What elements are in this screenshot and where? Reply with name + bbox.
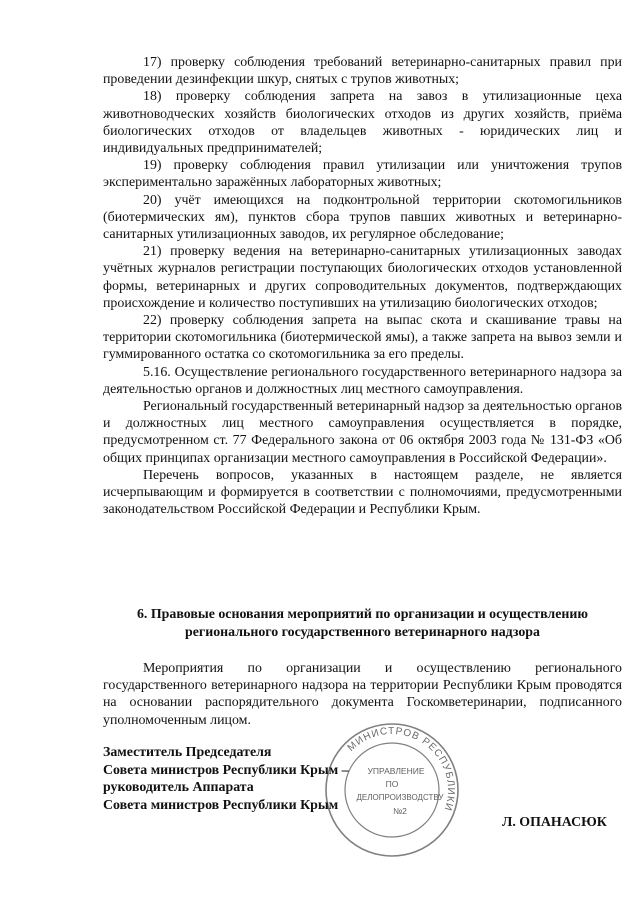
signature-line-1: Заместитель Председателя — [103, 745, 272, 760]
stamp-line1: УПРАВЛЕНИЕ — [367, 766, 425, 776]
signer-name: Л. ОПАНАСЮК — [502, 815, 607, 830]
body-text — [103, 54, 622, 518]
section-body — [103, 660, 622, 729]
stamp-line2: ПО — [385, 779, 399, 789]
signature-block — [103, 744, 403, 814]
stamp-line3: ДЕЛОПРОИЗВОДСТВУ — [356, 793, 444, 802]
paragraph-item-19: 19) проверку соблюдения правил утилизации или уничтожения трупов экспериментально заражённых лабораторных животных; — [103, 158, 622, 191]
paragraph-item-21: 21) проверку ведения на ветеринарно-санитарных утилизационных заводах учётных журналов регистрации поступающих биологических отходов установленной формы, ветеринарных и других сопроводительных документов, подтверждающих происхождение и количество поступивших на утилизацию биологических отходов; — [103, 244, 622, 311]
paragraph-list-note: Перечень вопросов, указанных в настоящем разделе, не является исчерпывающим и формируется в соответствии с полномочиями, предусмотренными законодательством Российской Федерации и Республики Крым. — [103, 467, 622, 518]
signature-line-2: Совета министров Республики Крым – — [103, 762, 349, 778]
signature-line-3: руководитель Аппарата — [103, 780, 254, 796]
section-paragraph: Мероприятия по организации и осуществлению регионального государственного ветеринарного надзора на территории Республики Крым проводятся на основании распорядительного документа Госкомветеринарии, подписанного уполномоченным лицом. — [103, 661, 622, 728]
paragraph-item-20: 20) учёт имеющихся на подконтрольной территории скотомогильников (биотермических ям), пунктов сбора трупов павших животных и ветеринарно-санитарных утилизационных заводов, их регулярное обследование; — [103, 192, 622, 243]
signature-line-4: Совета министров Республики Крым — [103, 797, 339, 813]
paragraph-5-16: 5.16. Осуществление регионального государственного ветеринарного надзора за деятельностью органов и должностных лиц местного самоуправления. — [103, 364, 622, 397]
section-heading-line2: регионального государственного ветеринарного надзора — [185, 624, 540, 640]
stamp-ring-text: МИНИСТРОВ РЕСПУБЛИКИ — [345, 725, 457, 813]
section-heading-line1: 6. Правовые основания мероприятий по организации и осуществлению — [136, 607, 589, 622]
paragraph-item-17: 17) проверку соблюдения требований ветеринарно-санитарных правил при проведении дезинфекции шкур, снятых с трупов животных; — [103, 55, 622, 88]
stamp-line4: №2 — [393, 806, 407, 816]
paragraph-item-18: 18) проверку соблюдения запрета на завоз в утилизационные цеха животноводческих хозяйств биологических отходов из других хозяйств, приёма биологических отходов от владельцев животных - юридических лиц и индивидуальных предпринимателей; — [103, 89, 622, 157]
section-heading — [103, 606, 622, 641]
paragraph-item-22: 22) проверку соблюдения запрета на выпас скота и скашивание травы на территории скотомогильника (биотермической ямы), а также запрета на вывоз земли и гуммированного остатка со скотомогильника за его пределы. — [103, 313, 622, 363]
paragraph-regional-supervision: Региональный государственный ветеринарный надзор за деятельностью органов и должностных лиц местного самоуправления осуществляется в порядке, предусмотренном ст. 77 Федерального закона от 06 октября 2003 года № 131-ФЗ «Об общих принципах организации местного самоуправления в Российской Федерации». — [103, 399, 622, 466]
